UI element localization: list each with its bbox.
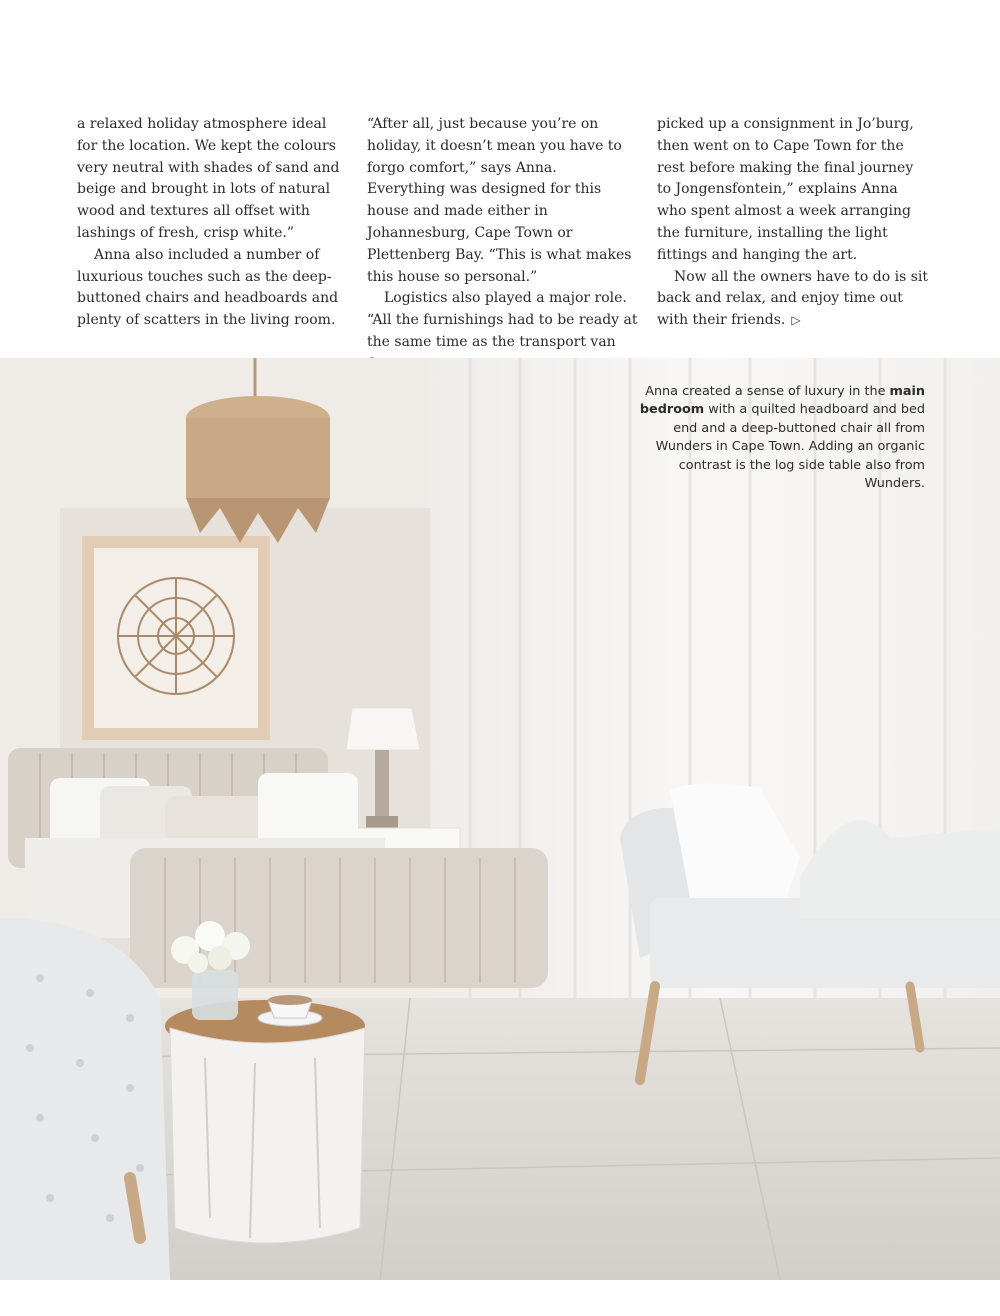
caption-highlight: main bedroom	[639, 384, 925, 418]
photo-caption	[625, 383, 925, 493]
paragraph-final	[657, 267, 929, 332]
paragraph-text: Now all the owners have to do is sit back and relax, and enjoy time out with their friends.	[657, 268, 929, 329]
paragraph: a relaxed holiday atmosphere ideal for the location. We kept the colours very neutral with shades of sand and beige and brought in lots of natural wood and textures all offset with lashings of fresh, crisp white.”	[77, 116, 340, 241]
paragraph: picked up a consignment in Jo’burg, then went on to Cape Town for the rest before making the final journey to Jongensfontein,” explains Anna who spent almost a week arranging the furniture, installing the light fittings and hanging the art.	[657, 116, 914, 263]
paragraph: Anna also included a number of luxurious touches such as the deep-buttoned chairs and headboards and plenty of scatters in the living room.	[77, 246, 339, 329]
pillow	[258, 773, 358, 847]
caption-text: Anna created a sense of luxury in the	[645, 384, 886, 399]
text-column-2	[367, 114, 639, 376]
log-side-table	[165, 1000, 365, 1243]
paragraph: “After all, just because you’re on holiday, it doesn’t mean you have to forgo comfort,” says Anna. Everything was designed for this house and made either in Johannesburg, Cape Town or Plettenberg Bay. “This is what makes this house so personal.”	[367, 116, 632, 285]
bedroom-illustration	[0, 358, 1000, 1280]
text-column-3	[657, 114, 929, 332]
end-mark-icon: ▷	[791, 313, 801, 328]
paragraph: Logistics also played a major role. “All the furnishings had to be ready at the same time as the transport van	[367, 290, 638, 350]
page-bottom-margin	[0, 1280, 1000, 1316]
main-bedroom-photo	[0, 358, 1000, 1280]
caption-text: with a quilted headboard and bed end and a deep-buttoned chair all from Wunders in Cape Town. Adding an organic contrast is the log side table also from Wunders.	[655, 402, 925, 492]
sunburst-art	[118, 578, 234, 694]
text-column-1	[77, 114, 349, 332]
